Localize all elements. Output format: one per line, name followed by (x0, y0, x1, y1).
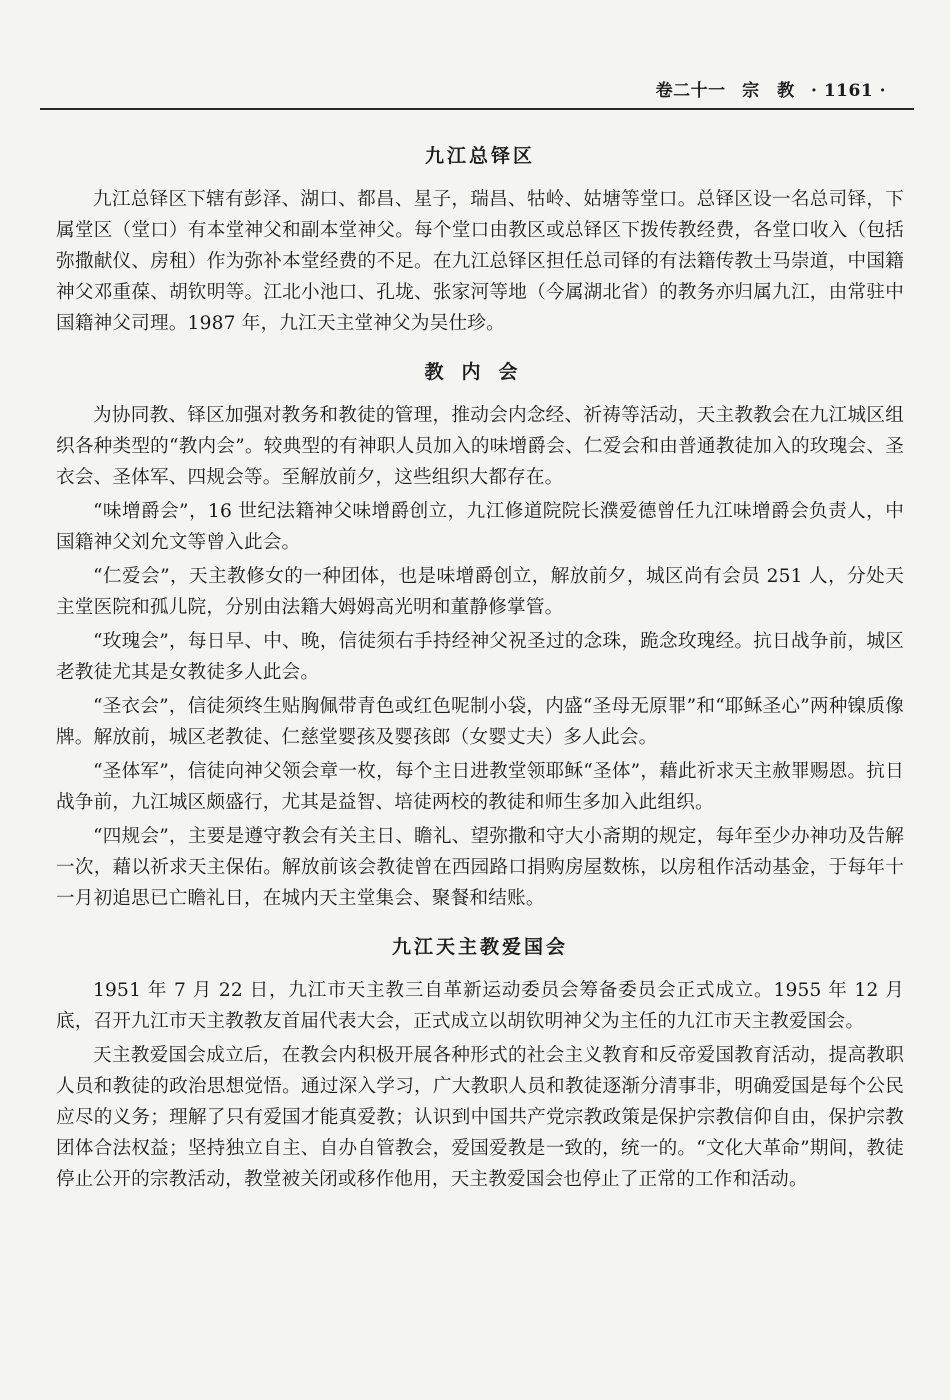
paragraph: 天主教爱国会成立后，在教会内积极开展各种形式的社会主义教育和反帝爱国教育活动，提高教职人员和教徒的政治思想觉悟。通过深入学习，广大教职人员和教徒逐渐分清事非，明确爱国是每个公民应尽的义务；理解了只有爱国才能真爱教；认识到中国共产党宗教政策是保护宗教信仰自由，保护宗教团体合法权益；坚持独立自主、自办自管教会，爱国爱教是一致的，统一的。“文化大革命”期间，教徒停止公开的宗教活动，教堂被关闭或移作他用，天主教爱国会也停止了正常的工作和活动。 (56, 1045, 904, 1190)
paragraph: “圣衣会”，信徒须终生贴胸佩带青色或红色呢制小袋，内盛“圣母无原罪”和“耶稣圣心”两种镍质像牌。解放前，城区老教徒、仁慈堂婴孩及婴孩郎（女婴丈夫）多人此会。 (56, 696, 904, 748)
page-number: · 1161 · (811, 81, 886, 101)
paragraph: “四规会”，主要是遵守教会有关主日、瞻礼、望弥撒和守大小斋期的规定，每年至少办神功及告解一次，藉以祈求天主保佑。解放前该会教徒曾在西园路口捐购房屋数栋，以房租作活动基金，于每年十一月初追思已亡瞻礼日，在城内天主堂集会、聚餐和结账。 (56, 826, 904, 909)
section-title: 教内会 (424, 361, 536, 383)
paragraph: 1951 年 7 月 22 日，九江市天主教三自革新运动委员会筹备委员会正式成立。1955 年 12 月底，召开九江市天主教教友首届代表大会，正式成立以胡钦明神父为主任的九江市天主教爱国会。 (56, 980, 904, 1032)
paragraph: “仁爱会”，天主教修女的一种团体，也是味增爵创立，解放前夕，城区尚有会员 251 人，分处天主堂医院和孤儿院，分别由法籍大姆姆高光明和董静修掌管。 (56, 566, 904, 618)
subject-label: 宗 教 (742, 81, 795, 101)
main-text (56, 144, 904, 1198)
running-header (40, 70, 914, 110)
paragraph: “玫瑰会”，每日早、中、晚，信徒须右手持经神父祝圣过的念珠，跪念玫瑰经。抗日战争前，城区老教徒尤其是女教徒多人此会。 (56, 631, 904, 683)
section-title: 九江天主教爱国会 (391, 936, 568, 958)
section-title: 九江总铎区 (424, 145, 535, 167)
paragraph: “味增爵会”，16 世纪法籍神父味增爵创立，九江修道院院长濮爱德曾任九江味增爵会负责人，中国籍神父刘允文等曾入此会。 (56, 501, 904, 553)
paragraph: 九江总铎区下辖有彭泽、湖口、都昌、星子，瑞昌、牯岭、姑塘等堂口。总铎区设一名总司铎，下属堂区（堂口）有本堂神父和副本堂神父。每个堂口由教区或总铎区下拨传教经费，各堂口收入（包括弥撒献仪、房租）作为弥补本堂经费的不足。在九江总铎区担任总司铎的有法籍传教士马崇道，中国籍神父邓重葆、胡钦明等。江北小池口、孔垅、张家河等地（今属湖北省）的教务亦归属九江，由常驻中国籍神父司理。1987 年，九江天主堂神父为吴仕珍。 (56, 189, 904, 334)
header-text (646, 76, 886, 101)
volume-label: 卷二十一 (655, 81, 726, 101)
paragraph: 为协同教、铎区加强对教务和教徒的管理，推动会内念经、祈祷等活动，天主教教会在九江城区组织各种类型的“教内会”。较典型的有神职人员加入的味增爵会、仁爱会和由普通教徒加入的玫瑰会、圣衣会、圣体军、四规会等。至解放前夕，这些组织大都存在。 (56, 405, 904, 488)
paragraph: “圣体军”，信徒向神父领会章一枚，每个主日进教堂领耶稣“圣体”，藉此祈求天主赦罪赐恩。抗日战争前，九江城区颇盛行，尤其是益智、培徒两校的教徒和师生多加入此组织。 (56, 761, 904, 813)
